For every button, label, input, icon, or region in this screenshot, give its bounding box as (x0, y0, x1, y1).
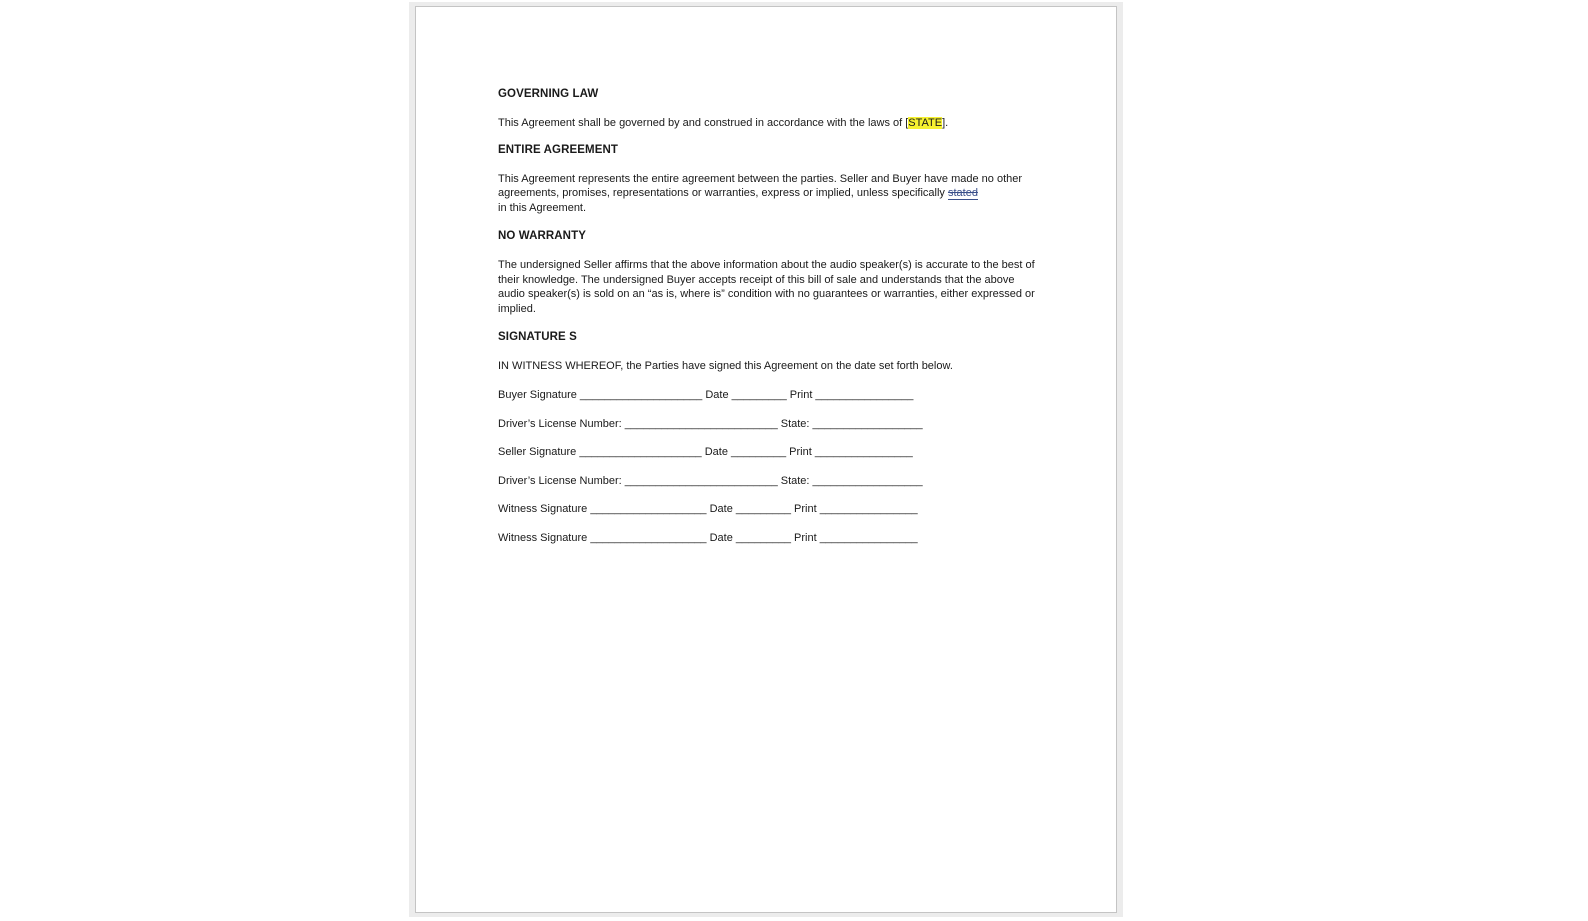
no-warranty-text: The undersigned Seller affirms that the above information about the audio speaker(s) is accurate to the best of their knowledge. The undersigned Buyer accepts receipt of this bill of sale and understands that the above audio speaker(s) is sold on an “as is, where is” condition with no guarantees or warranties, either expressed or implied. (498, 259, 1035, 315)
page-content (498, 87, 1038, 545)
entire-agreement-text-end: in this Agreement. (498, 201, 587, 214)
state-placeholder-highlight: STATE (908, 117, 943, 129)
entire-agreement-text (498, 172, 1038, 216)
governing-law-heading: GOVERNING LAW (498, 88, 599, 100)
signatures-heading: SIGNATURE S (498, 331, 577, 343)
signatures-intro: IN WITNESS WHEREOF, the Parties have signed this Agreement on the date set forth below. (498, 360, 953, 372)
governing-law-text-start: This Agreement shall be governed by and construed in accordance with the laws of [ (498, 117, 909, 129)
entire-agreement-text-start: This Agreement represents the entire agreement between the parties. Seller and Buyer have made no other agreements, promises, representations or warranties, express or implied, unless specifically (498, 172, 1023, 199)
governing-law-text-end: ]. (942, 117, 949, 129)
governing-law-text (498, 116, 1038, 131)
witness-signature-line-1: Witness Signature ___________________ Date _________ Print ________________ (498, 503, 918, 515)
tracked-change-deletion[interactable]: stated (947, 187, 978, 199)
document-page (415, 6, 1117, 913)
buyer-signature-line: Buyer Signature ____________________ Date _________ Print ________________ (498, 389, 914, 401)
seller-signature-line: Seller Signature ____________________ Date _________ Print ________________ (498, 446, 913, 458)
buyer-license-line: Driver’s License Number: _________________________ State: __________________ (498, 417, 923, 430)
entire-agreement-heading: ENTIRE AGREEMENT (498, 143, 619, 156)
seller-license-line: Driver’s License Number: _________________________ State: __________________ (498, 474, 923, 487)
no-warranty-heading: NO WARRANTY (498, 230, 586, 242)
witness-signature-line-2: Witness Signature ___________________ Date _________ Print ________________ (498, 531, 918, 544)
